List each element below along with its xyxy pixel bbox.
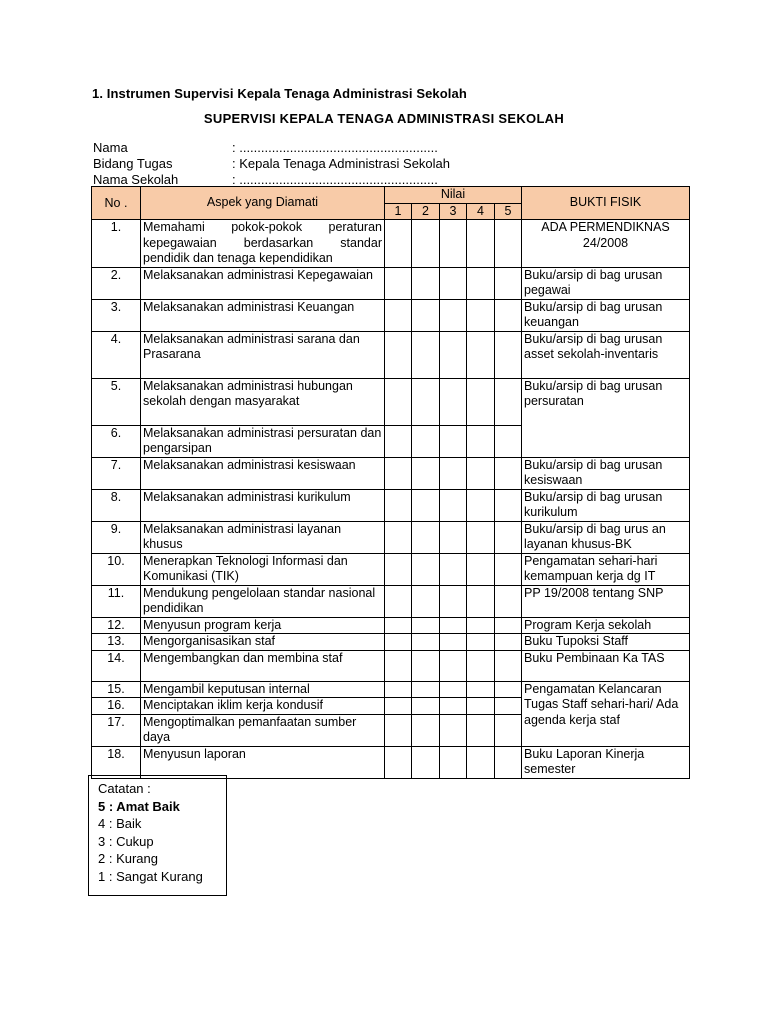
- row-aspek: Melaksanakan administrasi Kepegawaian: [141, 267, 385, 299]
- score-cell-3[interactable]: [440, 299, 467, 331]
- row-bukti: Pengamatan Kelancaran Tugas Staff sehari-hari/ Ada agenda kerja staf: [522, 681, 690, 746]
- score-cell-4[interactable]: [467, 681, 495, 698]
- score-cell-1[interactable]: [385, 650, 412, 681]
- score-cell-3[interactable]: [440, 331, 467, 378]
- supervision-table: [91, 186, 690, 779]
- table-row: [92, 553, 690, 585]
- score-cell-2[interactable]: [412, 746, 440, 778]
- score-cell-2[interactable]: [412, 489, 440, 521]
- score-cell-3[interactable]: [440, 714, 467, 746]
- score-cell-2[interactable]: [412, 457, 440, 489]
- score-cell-1[interactable]: [385, 634, 412, 651]
- score-cell-4[interactable]: [467, 220, 495, 268]
- info-value: : .......................................................: [232, 172, 438, 187]
- table-row: [92, 746, 690, 778]
- score-cell-1[interactable]: [385, 299, 412, 331]
- header-aspek: Aspek yang Diamati: [141, 187, 385, 220]
- table-row: [92, 220, 690, 268]
- score-cell-3[interactable]: [440, 585, 467, 617]
- score-cell-2[interactable]: [412, 378, 440, 425]
- header-score-5: 5: [495, 203, 522, 220]
- score-cell-5[interactable]: [495, 299, 522, 331]
- score-cell-1[interactable]: [385, 220, 412, 268]
- score-cell-4[interactable]: [467, 457, 495, 489]
- row-number: 17.: [92, 714, 141, 746]
- score-cell-5[interactable]: [495, 585, 522, 617]
- score-cell-1[interactable]: [385, 267, 412, 299]
- row-number: 18.: [92, 746, 141, 778]
- score-cell-5[interactable]: [495, 634, 522, 651]
- document-title: SUPERVISI KEPALA TENAGA ADMINISTRASI SEKOLAH: [203, 111, 565, 126]
- row-number: 9.: [92, 521, 141, 553]
- row-aspek: Melaksanakan administrasi kesiswaan: [141, 457, 385, 489]
- row-aspek: Melaksanakan administrasi layanan khusus: [141, 521, 385, 553]
- score-cell-4[interactable]: [467, 489, 495, 521]
- row-bukti: Buku/arsip di bag urusan keuangan: [522, 299, 690, 331]
- score-cell-5[interactable]: [495, 489, 522, 521]
- score-cell-3[interactable]: [440, 698, 467, 715]
- score-cell-4[interactable]: [467, 634, 495, 651]
- row-bukti: Buku/arsip di bag urus an layanan khusus-BK: [522, 521, 690, 553]
- note-item-baik: 4 : Baik: [98, 816, 142, 832]
- row-aspek: Melaksanakan administrasi Keuangan: [141, 299, 385, 331]
- info-label: Nama: [93, 140, 128, 155]
- header-score-1: 1: [385, 203, 412, 220]
- score-cell-1[interactable]: [385, 489, 412, 521]
- score-cell-1[interactable]: [385, 331, 412, 378]
- row-number: 10.: [92, 553, 141, 585]
- score-cell-1[interactable]: [385, 521, 412, 553]
- score-cell-4[interactable]: [467, 521, 495, 553]
- score-cell-1[interactable]: [385, 681, 412, 698]
- row-aspek: Mendukung pengelolaan standar nasional pendidikan: [141, 585, 385, 617]
- row-bukti: Buku/arsip di bag urusan kurikulum: [522, 489, 690, 521]
- header-score-2: 2: [412, 203, 440, 220]
- score-cell-5[interactable]: [495, 553, 522, 585]
- info-row-bidang-tugas: [93, 156, 693, 172]
- notes-title: Catatan :: [98, 781, 151, 796]
- score-cell-5[interactable]: [495, 714, 522, 746]
- table-row: [92, 267, 690, 299]
- score-cell-5[interactable]: [495, 425, 522, 457]
- score-cell-5[interactable]: [495, 267, 522, 299]
- row-number: 14.: [92, 650, 141, 681]
- score-cell-5[interactable]: [495, 521, 522, 553]
- row-bukti: PP 19/2008 tentang SNP: [522, 585, 690, 617]
- note-item-cukup: 3 : Cukup: [98, 833, 154, 849]
- row-number: 1.: [92, 220, 141, 268]
- header-bukti-fisik: BUKTI FISIK: [522, 187, 690, 220]
- score-cell-2[interactable]: [412, 331, 440, 378]
- score-cell-1[interactable]: [385, 457, 412, 489]
- score-cell-5[interactable]: [495, 650, 522, 681]
- row-bukti: Buku/arsip di bag urusan persuratan: [522, 378, 690, 457]
- info-row-nama: [93, 140, 693, 156]
- score-cell-2[interactable]: [412, 650, 440, 681]
- score-cell-1[interactable]: [385, 585, 412, 617]
- score-cell-5[interactable]: [495, 681, 522, 698]
- row-number: 13.: [92, 634, 141, 651]
- score-cell-5[interactable]: [495, 617, 522, 634]
- row-bukti: Pengamatan sehari-hari kemampuan kerja dg IT: [522, 553, 690, 585]
- score-cell-4[interactable]: [467, 331, 495, 378]
- score-cell-3[interactable]: [440, 746, 467, 778]
- score-cell-2[interactable]: [412, 267, 440, 299]
- score-cell-5[interactable]: [495, 457, 522, 489]
- score-cell-1[interactable]: [385, 378, 412, 425]
- score-cell-4[interactable]: [467, 553, 495, 585]
- row-bukti: ADA PERMENDIKNAS 24/2008: [522, 220, 690, 268]
- score-cell-2[interactable]: [412, 425, 440, 457]
- table-row: [92, 585, 690, 617]
- row-number: 12.: [92, 617, 141, 634]
- row-number: 4.: [92, 331, 141, 378]
- row-aspek: Mengembangkan dan membina staf: [141, 650, 385, 681]
- score-cell-3[interactable]: [440, 681, 467, 698]
- score-cell-3[interactable]: [440, 457, 467, 489]
- info-value: : .......................................................: [232, 140, 438, 155]
- info-block: [93, 140, 693, 188]
- table-row: [92, 378, 690, 425]
- row-aspek: Menerapkan Teknologi Informasi dan Komunikasi (TIK): [141, 553, 385, 585]
- score-cell-3[interactable]: [440, 650, 467, 681]
- notes-box: [88, 775, 227, 896]
- row-number: 15.: [92, 681, 141, 698]
- score-cell-4[interactable]: [467, 698, 495, 715]
- score-cell-2[interactable]: [412, 220, 440, 268]
- score-cell-1[interactable]: [385, 698, 412, 715]
- score-cell-2[interactable]: [412, 585, 440, 617]
- score-cell-2[interactable]: [412, 714, 440, 746]
- table-row: [92, 489, 690, 521]
- table-row: [92, 681, 690, 698]
- row-bukti: Buku Laporan Kinerja semester: [522, 746, 690, 778]
- score-cell-2[interactable]: [412, 634, 440, 651]
- score-cell-4[interactable]: [467, 746, 495, 778]
- info-value: : Kepala Tenaga Administrasi Sekolah: [232, 156, 451, 171]
- note-item-sangat-kurang: 1 : Sangat Kurang: [98, 868, 203, 884]
- score-cell-4[interactable]: [467, 714, 495, 746]
- table-row: [92, 331, 690, 378]
- score-cell-2[interactable]: [412, 521, 440, 553]
- score-cell-4[interactable]: [467, 299, 495, 331]
- row-number: 11.: [92, 585, 141, 617]
- row-bukti: Buku/arsip di bag urusan asset sekolah-inventaris: [522, 331, 690, 378]
- row-bukti: Buku Pembinaan Ka TAS: [522, 650, 690, 681]
- info-label: Bidang Tugas: [93, 156, 173, 171]
- score-cell-2[interactable]: [412, 553, 440, 585]
- table-row: [92, 521, 690, 553]
- score-cell-2[interactable]: [412, 617, 440, 634]
- score-cell-1[interactable]: [385, 714, 412, 746]
- score-cell-5[interactable]: [495, 220, 522, 268]
- row-aspek: Menyusun laporan: [141, 746, 385, 778]
- row-bukti: Program Kerja sekolah: [522, 617, 690, 634]
- score-cell-3[interactable]: [440, 489, 467, 521]
- row-bukti: Buku/arsip di bag urusan kesiswaan: [522, 457, 690, 489]
- row-number: 3.: [92, 299, 141, 331]
- score-cell-1[interactable]: [385, 553, 412, 585]
- row-aspek: Mengoptimalkan pemanfaatan sumber daya: [141, 714, 385, 746]
- table-row: [92, 299, 690, 331]
- row-number: 16.: [92, 698, 141, 715]
- score-cell-1[interactable]: [385, 425, 412, 457]
- row-aspek: Melaksanakan administrasi kurikulum: [141, 489, 385, 521]
- score-cell-4[interactable]: [467, 617, 495, 634]
- score-cell-3[interactable]: [440, 220, 467, 268]
- score-cell-4[interactable]: [467, 378, 495, 425]
- table-row: [92, 634, 690, 651]
- section-heading: 1. Instrumen Supervisi Kepala Tenaga Administrasi Sekolah: [92, 86, 467, 101]
- table-row: [92, 457, 690, 489]
- row-number: 6.: [92, 425, 141, 457]
- note-item-kurang: 2 : Kurang: [98, 851, 158, 867]
- row-aspek: Mengorganisasikan staf: [141, 634, 385, 651]
- score-cell-3[interactable]: [440, 553, 467, 585]
- score-cell-4[interactable]: [467, 585, 495, 617]
- table-row: [92, 617, 690, 634]
- row-aspek: Menciptakan iklim kerja kondusif: [141, 698, 385, 715]
- table-row: [92, 650, 690, 681]
- row-aspek: Memahami pokok-pokok peraturan kepegawaian berdasarkan standar pendidik dan tenaga kependidikan: [141, 220, 385, 268]
- score-cell-3[interactable]: [440, 521, 467, 553]
- score-cell-1[interactable]: [385, 617, 412, 634]
- row-number: 5.: [92, 378, 141, 425]
- score-cell-3[interactable]: [440, 634, 467, 651]
- row-number: 7.: [92, 457, 141, 489]
- row-aspek: Mengambil keputusan internal: [141, 681, 385, 698]
- score-cell-3[interactable]: [440, 378, 467, 425]
- row-number: 2.: [92, 267, 141, 299]
- score-cell-3[interactable]: [440, 425, 467, 457]
- note-item-amat-baik: 5 : Amat Baik: [98, 798, 180, 814]
- header-score-4: 4: [467, 203, 495, 220]
- header-score-3: 3: [440, 203, 467, 220]
- row-bukti: Buku Tupoksi Staff: [522, 634, 690, 651]
- score-cell-2[interactable]: [412, 299, 440, 331]
- info-label: Nama Sekolah: [93, 172, 179, 187]
- score-cell-1[interactable]: [385, 746, 412, 778]
- score-cell-2[interactable]: [412, 681, 440, 698]
- score-cell-4[interactable]: [467, 650, 495, 681]
- score-cell-2[interactable]: [412, 698, 440, 715]
- row-aspek: Melaksanakan administrasi sarana dan Prasarana: [141, 331, 385, 378]
- header-no: No .: [92, 187, 141, 220]
- header-nilai: Nilai: [385, 187, 522, 204]
- row-aspek: Melaksanakan administrasi persuratan dan pengarsipan: [141, 425, 385, 457]
- row-aspek: Melaksanakan administrasi hubungan sekolah dengan masyarakat: [141, 378, 385, 425]
- row-number: 8.: [92, 489, 141, 521]
- score-cell-5[interactable]: [495, 331, 522, 378]
- score-cell-3[interactable]: [440, 267, 467, 299]
- score-cell-5[interactable]: [495, 746, 522, 778]
- score-cell-5[interactable]: [495, 378, 522, 425]
- score-cell-4[interactable]: [467, 425, 495, 457]
- row-bukti: Buku/arsip di bag urusan pegawai: [522, 267, 690, 299]
- score-cell-3[interactable]: [440, 617, 467, 634]
- score-cell-5[interactable]: [495, 698, 522, 715]
- row-aspek: Menyusun program kerja: [141, 617, 385, 634]
- score-cell-4[interactable]: [467, 267, 495, 299]
